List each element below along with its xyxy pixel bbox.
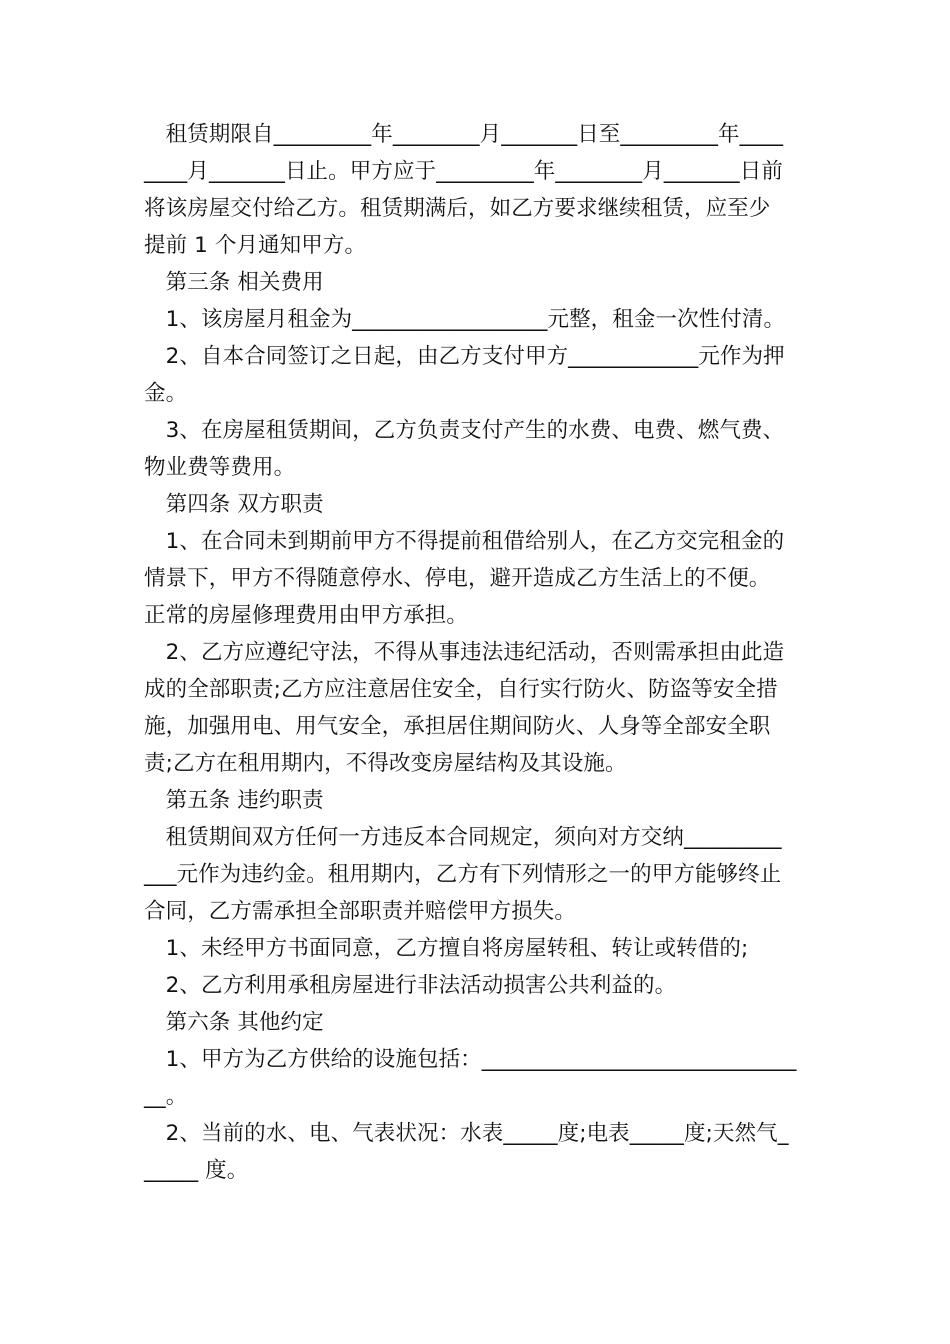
paragraph-line: 3、在房屋租赁期间，乙方负责支付产生的水费、电费、燃气费、 [144,418,785,443]
paragraph-line: 2、当前的水、电、气表状况：水表_____度;电表_____度;天然气_ [144,1121,789,1146]
paragraph-line: 1、在合同未到期前甲方不得提前租借给别人，在乙方交完租金的 [144,529,785,554]
paragraph-line: ____月_______日止。甲方应于_________年________月_______日前 [144,159,783,184]
paragraph-line: __。 [144,1084,188,1109]
paragraph-line: 物业费等费用。 [144,455,296,480]
paragraph-line: 将该房屋交付给乙方。租赁期满后，如乙方要求继续租赁，应至少 [144,196,771,221]
paragraph-line: _____ 度。 [144,1158,249,1183]
paragraph-line: 成的全部职责;乙方应注意居住安全，自行实行防火、防盗等安全措 [144,677,778,702]
paragraph-line: 1、甲方为乙方供给的设施包括：_____________________________ [144,1047,797,1072]
paragraph-line: 责;乙方在租用期内，不得改变房屋结构及其设施。 [144,751,627,776]
section-heading: 第六条 其他约定 [144,1010,324,1035]
paragraph-line: 租赁期间双方任何一方违反本合同规定，须向对方交纳_________ [144,825,782,850]
paragraph-line: ___元作为违约金。租用期内，乙方有下列情形之一的甲方能够终止 [144,862,782,887]
paragraph-line: 合同，乙方需承担全部职责并赔偿甲方损失。 [144,899,577,924]
paragraph-line: 2、乙方应遵纪守法，不得从事违法违纪活动，否则需承担由此造 [144,640,785,665]
document-body [144,116,808,1189]
section-heading: 第四条 双方职责 [144,492,324,517]
section-heading: 第五条 违约职责 [144,788,324,813]
section-heading: 第三条 相关费用 [144,270,324,295]
paragraph-line: 情景下，甲方不得随意停水、停电，避开造成乙方生活上的不便。 [144,566,771,591]
paragraph-line: 金。 [144,381,188,406]
paragraph-line: 租赁期限自_________年________月_______日至_________年____ [144,122,784,147]
paragraph-line: 1、该房屋月租金为__________________元整，租金一次性付清。 [144,307,786,332]
paragraph-line: 1、未经甲方书面同意，乙方擅自将房屋转租、转让或转借的; [144,936,749,961]
paragraph-line: 正常的房屋修理费用由甲方承担。 [144,603,469,628]
paragraph-line: 提前 1 个月通知甲方。 [144,233,367,258]
paragraph-line: 2、自本合同签订之日起，由乙方支付甲方____________元作为押 [144,344,785,369]
paragraph-line: 2、乙方利用承租房屋进行非法活动损害公共利益的。 [144,973,677,998]
paragraph-line: 施，加强用电、用气安全，承担居住期间防火、人身等全部安全职 [144,714,771,739]
